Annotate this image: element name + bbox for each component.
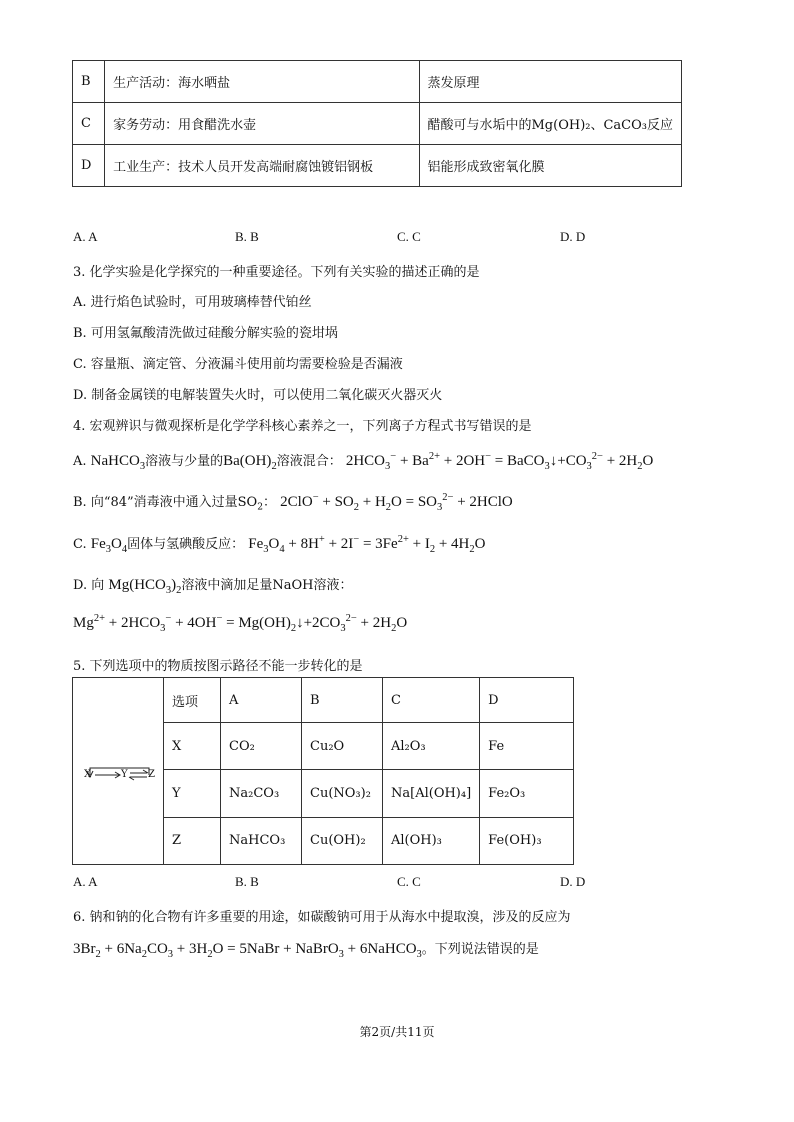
row-activity: 家务劳动：用食醋洗水壶 (105, 103, 419, 145)
row-key: D (73, 145, 105, 187)
table-cell: Cu(NO₃)₂ (302, 770, 383, 817)
q5-choice-c: C. C (397, 874, 421, 889)
row-activity: 生产活动：海水晒盐 (105, 61, 419, 103)
q4-option-c (73, 533, 485, 555)
table-cell: Al(OH)₃ (383, 817, 480, 864)
row-principle: 铝能形成致密氧化膜 (419, 145, 682, 187)
formula-baoh2: $Ba(OH)_2$ (223, 453, 277, 472)
table-cell: Cu₂O (302, 723, 383, 770)
q3-option-b: B. 可用氢氟酸清洗做过硅酸分解实验的瓷坩埚 (73, 326, 338, 341)
q5-table (72, 677, 574, 865)
option-text: 溶液混合： (276, 454, 342, 469)
q4-stem: 4. 宏观辨识与微观探析是化学学科核心素养之一，下列离子方程式书写错误的是 (73, 419, 532, 434)
header-cell: D (480, 678, 574, 723)
header-cell: A (221, 678, 302, 723)
header-cell: B (302, 678, 383, 723)
row-label: Z (164, 817, 221, 864)
q4-option-a (73, 450, 653, 472)
q6-equation-line (73, 938, 539, 960)
diagram-z: Z (148, 769, 155, 780)
q3-option-c: C. 容量瓶、滴定管、分液漏斗使用前均需要检验是否漏液 (73, 357, 403, 372)
table-cell: Na₂CO₃ (221, 770, 302, 817)
equation-b: $2ClO^- + SO_2 + H_2O = SO_3^{2-}$ + 2HClO (280, 492, 513, 513)
row-label: X (164, 723, 221, 770)
table-row (73, 678, 574, 723)
q5-choice-d: D. D (560, 874, 586, 889)
table-row (73, 61, 682, 103)
equation-c: $Fe_3O_4 + 8H^+ + 2I^- = 3Fe^{2+} + I_2 + 4H_2O$ (248, 534, 486, 555)
q2-choice-b: B. B (235, 229, 259, 244)
option-text: ： (263, 495, 277, 510)
option-label: C. (73, 537, 87, 552)
row-activity: 工业生产：技术人员开发高端耐腐蚀镀铝钢板 (105, 145, 419, 187)
header-cell: C (383, 678, 480, 723)
formula-mghco32: $Mg(HCO_3)_2$ (108, 577, 182, 596)
option-label: A. (73, 454, 87, 469)
q6-tail: 。下列说法错误的是 (421, 942, 539, 957)
equation-q6: $3Br_2 + 6Na_2CO_3 + 3H_2O$ = 5NaBr + NaBrO$_3$ + 6NaHCO$_3$ (73, 941, 422, 960)
table-cell: Fe (480, 723, 574, 770)
equation-d: $Mg^{2+} + 2HCO_3^- + 4OH^-$ = $Mg(OH)_2↓+2CO_3^{2-} + 2H_2O$ (73, 613, 408, 634)
row-label: Y (164, 770, 221, 817)
option-label: D. 向 (73, 578, 105, 593)
table-cell: CO₂ (221, 723, 302, 770)
q2-choice-c: C. C (397, 229, 421, 244)
table-row (73, 145, 682, 187)
option-text: 溶液与少量的 (145, 454, 224, 469)
row-key: B (73, 61, 105, 103)
diagram-x: X (84, 769, 92, 780)
table-cell: Na[Al(OH)₄] (383, 770, 480, 817)
row-key: C (73, 103, 105, 145)
q6-stem: 6. 钠和钠的化合物有许多重要的用途，如碳酸钠可用于从海水中提取溴，涉及的反应为 (73, 910, 571, 925)
table-cell: Al₂O₃ (383, 723, 480, 770)
formula-nahco3: NaHCO$_3$ (90, 453, 146, 472)
q3-option-d: D. 制备金属镁的电解装置失火时，可以使用二氧化碳灭火器灭火 (73, 388, 443, 403)
option-label: B. 向“84”消毒液中通入过量SO (73, 495, 258, 510)
q2-choice-d: D. D (560, 229, 586, 244)
option-text: 固体与氢碘酸反应： (127, 537, 245, 552)
diagram-y: Y (121, 769, 128, 780)
row-principle: 蒸发原理 (419, 61, 682, 103)
header-cell: 选项 (164, 678, 221, 723)
q3-option-a: A. 进行焰色试验时，可用玻璃棒替代铂丝 (73, 295, 312, 310)
transformation-diagram-cell (73, 678, 164, 865)
row-principle: 醋酸可与水垢中的Mg(OH)₂、CaCO₃反应 (419, 103, 682, 145)
q4-option-b: B. 向“84”消毒液中通入过量$SO_2$： $2ClO^- + SO_2 + H_2O = SO_3^{2-}$ + 2HClO (73, 492, 513, 513)
equation-a: $2HCO_3^- + Ba^{2+} + 2OH^-$ = $BaCO_3↓+CO_3^{2-} + 2H_2O$ (345, 451, 654, 472)
q5-stem: 5. 下列选项中的物质按图示路径不能一步转化的是 (73, 659, 363, 674)
q5-choice-b: B. B (235, 874, 259, 889)
table-row (73, 103, 682, 145)
page-footer: 第2页/共11页 (359, 1025, 435, 1039)
q5-choice-a: A. A (73, 874, 98, 889)
q4-option-d (73, 574, 353, 596)
formula-fe3o4: $Fe_3O_4$ (90, 536, 128, 555)
table-cell: Cu(OH)₂ (302, 817, 383, 864)
option-text: 溶液中滴加足量NaOH溶液： (181, 578, 353, 593)
table-cell: Fe₂O₃ (480, 770, 574, 817)
table-cell: Fe(OH)₃ (480, 817, 574, 864)
top-table (72, 60, 682, 187)
q2-choice-a: A. A (73, 229, 98, 244)
table-cell: NaHCO₃ (221, 817, 302, 864)
q3-stem: 3. 化学实验是化学探究的一种重要途径。下列有关实验的描述正确的是 (73, 265, 480, 280)
